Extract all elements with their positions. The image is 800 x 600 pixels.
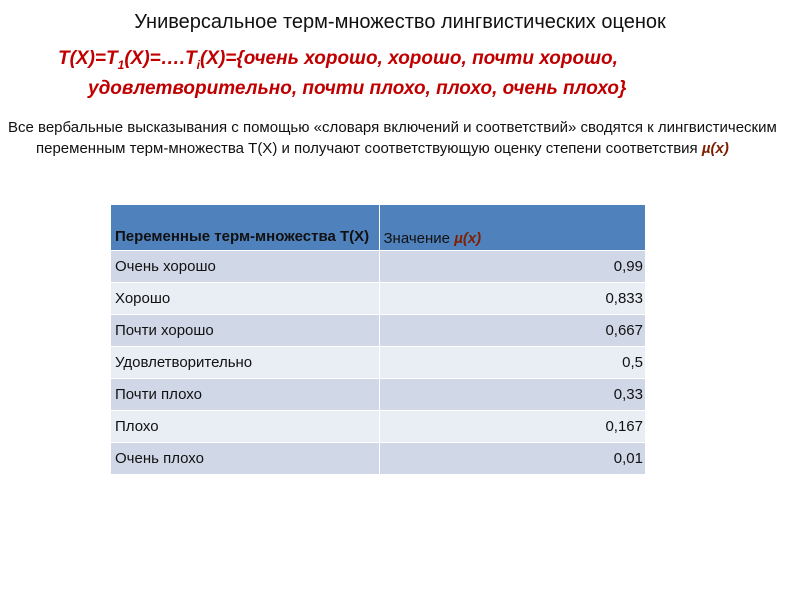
formula-part-2: (X)=….T	[124, 48, 197, 69]
term-cell: Почти хорошо	[111, 314, 379, 346]
table-row	[111, 346, 646, 378]
value-cell: 0,667	[379, 314, 646, 346]
value-cell: 0,99	[379, 250, 646, 282]
term-cell: Очень хорошо	[111, 250, 379, 282]
description-mu: µ(x)	[701, 140, 729, 157]
header-value-text: Значение	[383, 229, 455, 247]
value-cell: 0,167	[379, 410, 646, 442]
formula-sub-i: i	[196, 57, 200, 72]
table-row	[111, 282, 646, 314]
term-cell: Почти плохо	[111, 378, 379, 410]
formula-part-1: T(X)=T	[58, 48, 118, 69]
table-row	[111, 410, 646, 442]
table-row	[111, 314, 646, 346]
table-row	[111, 442, 646, 474]
description-text: Все вербальные высказывания с помощью «словаря включений и соответствий» сводятся к лингвистическим переменным терм-множества T(X) и получают соответствующую оценку степени соответствия	[8, 119, 777, 157]
header-term: Переменные терм-множества T(X)	[111, 205, 379, 250]
term-set-formula	[58, 44, 793, 104]
value-cell: 0,01	[379, 442, 646, 474]
formula-part-3: (X)={очень хорошо, хорошо, почти хорошо,	[199, 48, 618, 69]
term-cell: Хорошо	[111, 282, 379, 314]
formula-sub-1: 1	[117, 57, 125, 72]
value-cell: 0,5	[379, 346, 646, 378]
header-value-mu: µ(x)	[454, 229, 482, 247]
slide-heading: Универсальное терм-множество лингвистических оценок	[134, 11, 666, 33]
term-values-table	[111, 205, 646, 474]
table-header-row	[111, 205, 646, 250]
header-value	[379, 205, 646, 250]
value-cell: 0,33	[379, 378, 646, 410]
value-cell: 0,833	[379, 282, 646, 314]
formula-line-2: удовлетворительно, почти плохо, плохо, очень плохо}	[88, 78, 627, 99]
description-paragraph	[8, 117, 793, 159]
table-row	[111, 378, 646, 410]
term-cell: Очень плохо	[111, 442, 379, 474]
table-row	[111, 250, 646, 282]
term-cell: Плохо	[111, 410, 379, 442]
term-cell: Удовлетворительно	[111, 346, 379, 378]
